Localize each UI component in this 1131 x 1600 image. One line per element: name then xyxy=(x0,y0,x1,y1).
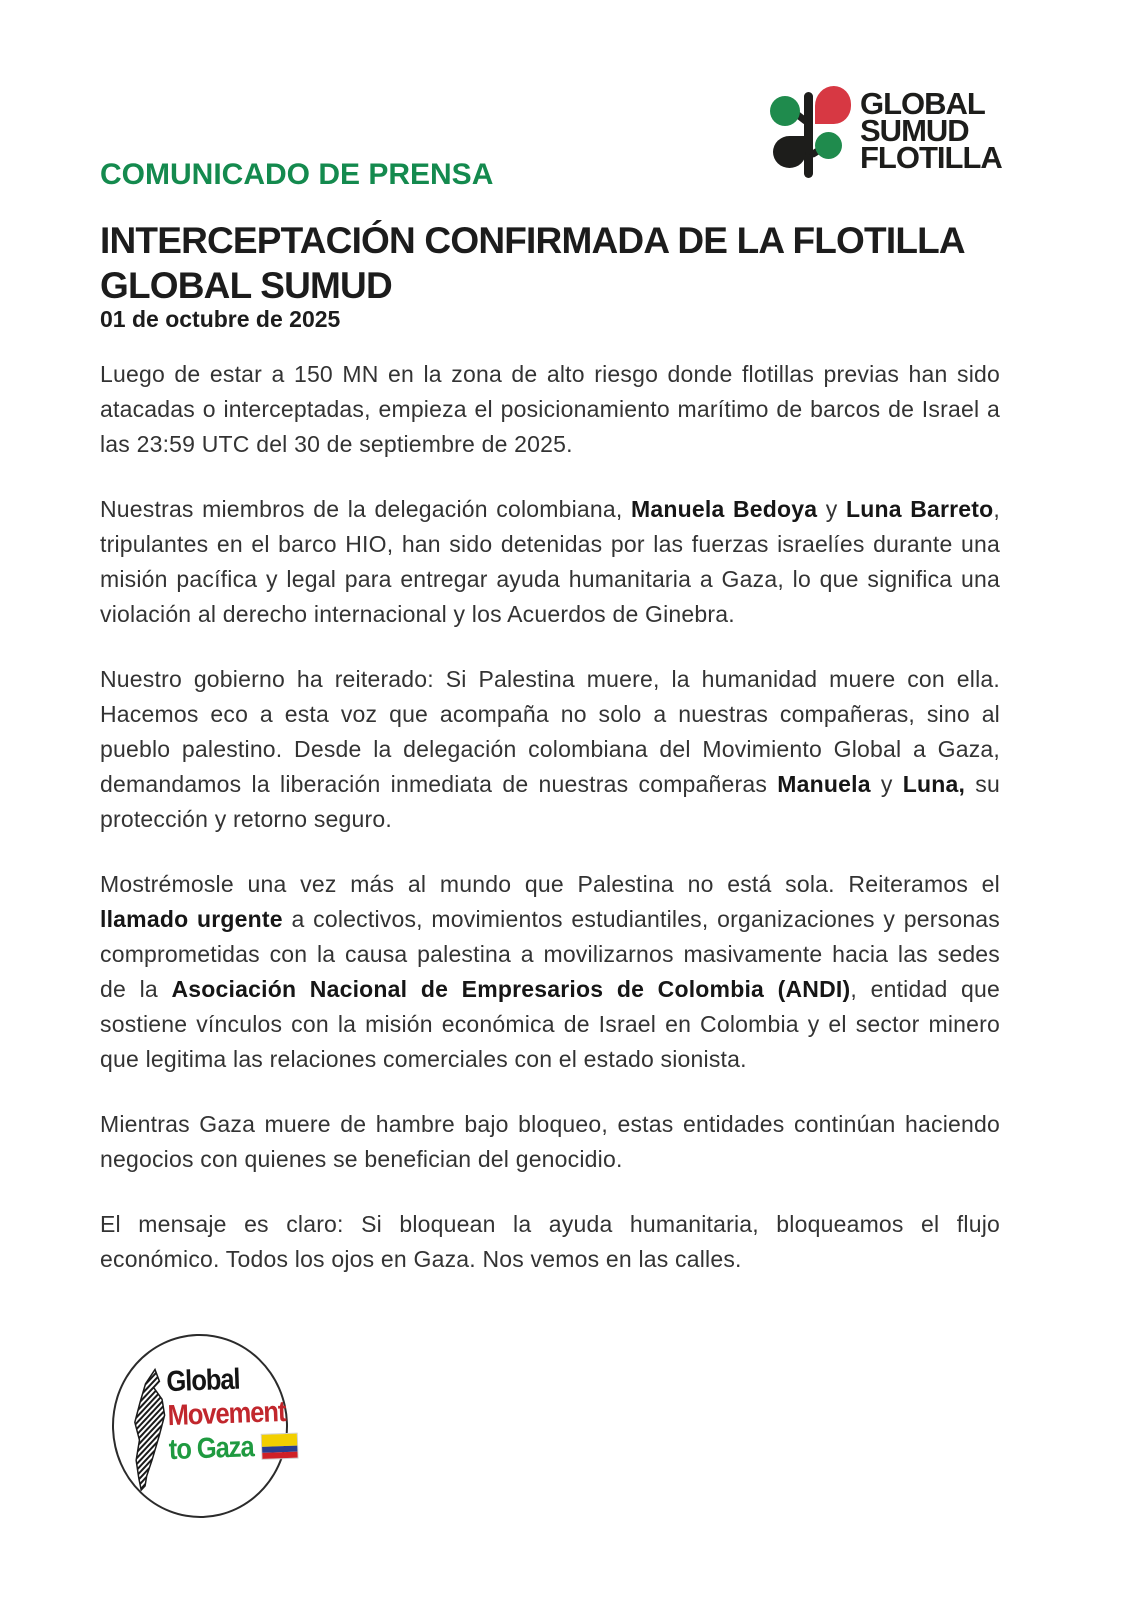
paragraph xyxy=(100,492,1000,632)
plant-stem-shape xyxy=(804,92,813,178)
green-leaf-icon xyxy=(770,96,800,126)
text-run: , entidad que sostiene vínculos con la misión económica de Israel en Colombia y el sector minero que legitima las relaciones comerciales con el estado sionista. xyxy=(100,976,1001,1072)
black-leaf-icon xyxy=(773,136,806,168)
logo-wordmark xyxy=(860,86,1002,175)
text-run: y xyxy=(870,771,903,797)
text-run: y xyxy=(817,496,846,522)
press-release-kicker: COMUNICADO DE PRENSA xyxy=(100,158,494,191)
text-run: Nuestro gobierno ha reiterado: Si Palestina muere, la humanidad muere con ella. Hacemos eco a esta voz que acompaña no solo a nuestras compañeras, sino al pueblo palestino. Desde la delegación colombiana del Movimiento Global a Gaza, demandamos la liberación inmediata de nuestras compañeras xyxy=(100,666,1000,797)
text-run: su protección y retorno seguro. xyxy=(100,771,1000,832)
green-leaf-icon xyxy=(815,132,842,159)
logo-word-sumud: SUMUD xyxy=(860,113,969,148)
paragraph xyxy=(100,357,1000,462)
stamp-word-to-gaza: to Gaza xyxy=(168,1431,255,1467)
text-run: Mostrémosle una vez más al mundo que Palestina no está sola. Reiteramos el xyxy=(100,871,1000,897)
paragraph xyxy=(100,662,1000,837)
logo-word-global: GLOBAL xyxy=(860,86,985,121)
paragraph xyxy=(100,1207,1000,1277)
text-run: Mientras Gaza muere de hambre bajo bloqueo, estas entidades continúan haciendo negocios con quienes se benefician del genocidio. xyxy=(100,1111,1000,1172)
bold-text-run: Asociación Nacional de Empresarios de Colombia (ANDI) xyxy=(171,976,851,1002)
bold-text-run: Manuela Bedoya xyxy=(631,496,818,522)
stamp-wordmark xyxy=(166,1361,299,1467)
body-paragraphs xyxy=(100,357,1000,1307)
text-run: Nuestras miembros de la delegación colombiana, xyxy=(100,496,632,522)
text-run: a colectivos, movimientos estudiantiles, organizaciones y personas comprometidas con la causa palestina a movilizarnos masivamente hacia las sedes de la xyxy=(100,906,1000,1002)
global-movement-to-gaza-stamp xyxy=(109,1331,291,1521)
text-run: El mensaje es claro: Si bloquean la ayuda humanitaria, bloqueamos el flujo económico. Todos los ojos en Gaza. Nos vemos en las calles. xyxy=(100,1211,1000,1272)
bold-text-run: Luna Barreto xyxy=(845,496,994,522)
flotilla-plant-icon xyxy=(768,84,852,180)
bold-text-run: llamado urgente xyxy=(100,906,283,932)
stamp-word-global: Global xyxy=(165,1363,241,1399)
release-date: 01 de octubre de 2025 xyxy=(100,306,341,332)
text-run: Luego de estar a 150 MN en la zona de alto riesgo donde flotillas previas han sido atacadas o interceptadas, empieza el posicionamiento marítimo de barcos de Israel a las 23:59 UTC del 30 de septiembre de 2025. xyxy=(100,361,1000,457)
bold-text-run: Luna, xyxy=(902,771,966,797)
colombia-flag-icon xyxy=(261,1433,299,1460)
logo-word-flotilla: FLOTILLA xyxy=(860,140,1002,175)
stamp-word-movement: Movement xyxy=(167,1396,286,1433)
text-run: , tripulantes en el barco HIO, han sido detenidas por las fuerzas israelíes durante una misión pacífica y legal para entregar ayuda humanitaria a Gaza, lo que significa una violación al derecho internacional y los Acuerdos de Ginebra. xyxy=(100,496,1000,627)
page-title: INTERCEPTACIÓN CONFIRMADA DE LA FLOTILLA GLOBAL SUMUD xyxy=(100,220,964,306)
paragraph xyxy=(100,867,1000,1077)
bold-text-run: Manuela xyxy=(777,771,871,797)
red-leaf-icon xyxy=(815,86,851,124)
flag-stripe-red xyxy=(263,1452,298,1459)
global-sumud-flotilla-logo xyxy=(768,84,1002,180)
paragraph xyxy=(100,1107,1000,1177)
